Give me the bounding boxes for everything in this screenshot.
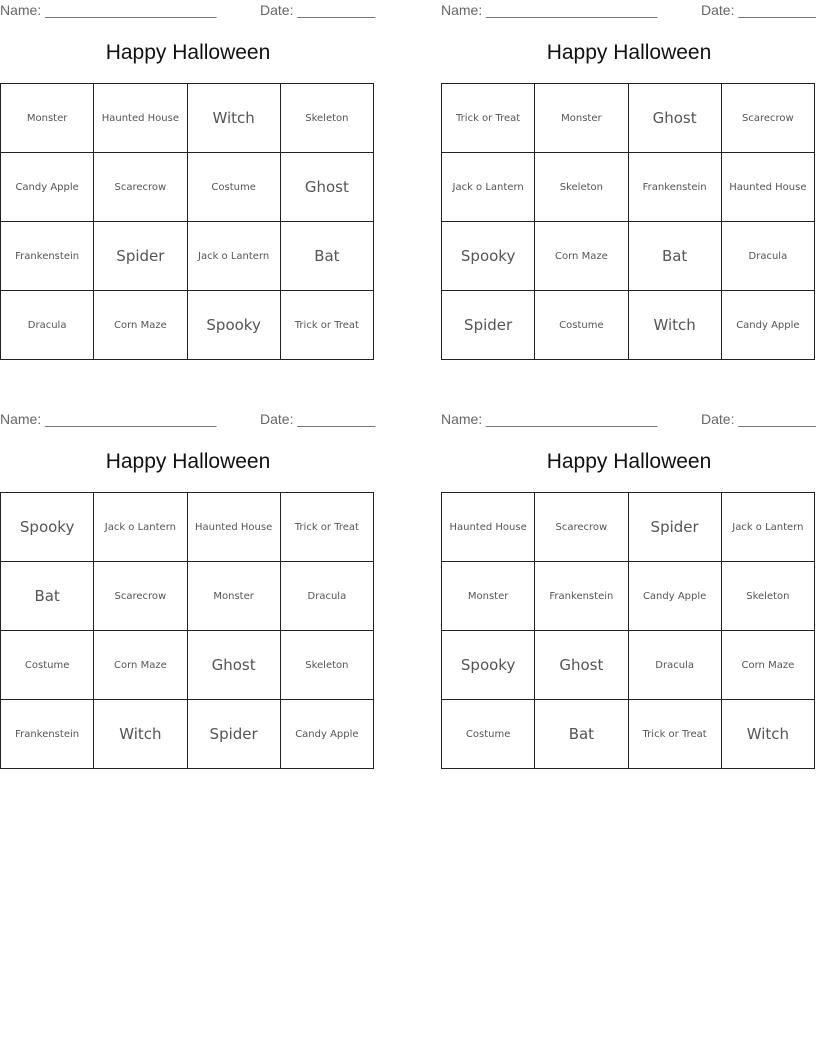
name-line: Name: ______________________ — [441, 411, 658, 427]
bingo-cell: Bat — [280, 222, 373, 291]
bingo-cell: Frankenstein — [628, 153, 721, 222]
bingo-cell: Costume — [1, 631, 94, 700]
bingo-cell: Ghost — [280, 153, 373, 222]
grid-row — [442, 493, 815, 562]
bingo-cell: Spider — [442, 291, 535, 360]
bingo-cell: Monster — [1, 84, 94, 153]
card-title: Happy Halloween — [546, 450, 712, 473]
bingo-grid — [0, 492, 374, 769]
card-title: Happy Halloween — [105, 450, 271, 473]
bingo-cell: Haunted House — [442, 493, 535, 562]
grid-row — [442, 84, 815, 153]
bingo-cell: Corn Maze — [721, 631, 814, 700]
bingo-cell: Witch — [628, 291, 721, 360]
grid-row — [442, 222, 815, 291]
bingo-cell: Monster — [442, 562, 535, 631]
grid-row — [442, 153, 815, 222]
grid-row — [442, 700, 815, 769]
bingo-cell: Spider — [94, 222, 187, 291]
bingo-cell: Candy Apple — [628, 562, 721, 631]
bingo-cell: Jack o Lantern — [721, 493, 814, 562]
grid-row — [1, 153, 374, 222]
grid-row — [442, 631, 815, 700]
bingo-cell: Frankenstein — [1, 222, 94, 291]
bingo-cell: Scarecrow — [535, 493, 628, 562]
bingo-cell: Spooky — [442, 222, 535, 291]
bingo-cell: Scarecrow — [94, 153, 187, 222]
bingo-cell: Candy Apple — [280, 700, 373, 769]
bingo-cell: Jack o Lantern — [187, 222, 280, 291]
bingo-cell: Skeleton — [280, 84, 373, 153]
bingo-cell: Dracula — [280, 562, 373, 631]
name-line: Name: ______________________ — [0, 2, 217, 18]
bingo-cell: Ghost — [535, 631, 628, 700]
bingo-cell: Spooky — [1, 493, 94, 562]
bingo-cell: Witch — [187, 84, 280, 153]
grid-row — [1, 493, 374, 562]
bingo-cell: Candy Apple — [721, 291, 814, 360]
bingo-cell: Skeleton — [535, 153, 628, 222]
name-line: Name: ______________________ — [441, 2, 658, 18]
bingo-cell: Costume — [442, 700, 535, 769]
bingo-cell: Dracula — [1, 291, 94, 360]
bingo-cell: Haunted House — [187, 493, 280, 562]
card-title: Happy Halloween — [546, 41, 712, 64]
bingo-cell: Bat — [1, 562, 94, 631]
grid-row — [1, 291, 374, 360]
bingo-cell: Haunted House — [94, 84, 187, 153]
bingo-card-4 — [441, 409, 816, 779]
bingo-card-3 — [0, 409, 376, 779]
bingo-cell: Bat — [628, 222, 721, 291]
bingo-cell: Witch — [94, 700, 187, 769]
grid-row — [1, 562, 374, 631]
date-line: Date: __________ — [701, 411, 816, 427]
card-title: Happy Halloween — [105, 41, 271, 64]
bingo-cell: Corn Maze — [94, 631, 187, 700]
bingo-cell: Ghost — [187, 631, 280, 700]
grid-row — [1, 222, 374, 291]
card-header — [0, 411, 376, 429]
bingo-cell: Costume — [187, 153, 280, 222]
date-line: Date: __________ — [260, 411, 376, 427]
bingo-cell: Skeleton — [721, 562, 814, 631]
bingo-cell: Scarecrow — [721, 84, 814, 153]
bingo-cell: Haunted House — [721, 153, 814, 222]
grid-row — [1, 631, 374, 700]
grid-row — [1, 700, 374, 769]
bingo-cell: Corn Maze — [94, 291, 187, 360]
bingo-card-1 — [0, 0, 376, 370]
bingo-cell: Trick or Treat — [280, 493, 373, 562]
grid-row — [442, 562, 815, 631]
bingo-cell: Spider — [187, 700, 280, 769]
card-header — [441, 411, 816, 429]
card-header — [441, 2, 816, 20]
bingo-cell: Dracula — [628, 631, 721, 700]
date-line: Date: __________ — [260, 2, 376, 18]
grid-row — [1, 84, 374, 153]
bingo-cell: Corn Maze — [535, 222, 628, 291]
bingo-cell: Skeleton — [280, 631, 373, 700]
bingo-cell: Frankenstein — [535, 562, 628, 631]
bingo-cell: Monster — [187, 562, 280, 631]
bingo-cell: Monster — [535, 84, 628, 153]
bingo-cell: Spider — [628, 493, 721, 562]
bingo-cell: Jack o Lantern — [94, 493, 187, 562]
bingo-grid — [441, 492, 815, 769]
bingo-cell: Candy Apple — [1, 153, 94, 222]
bingo-grid — [0, 83, 374, 360]
bingo-cell: Scarecrow — [94, 562, 187, 631]
card-header — [0, 2, 376, 20]
bingo-cell: Jack o Lantern — [442, 153, 535, 222]
bingo-cell: Costume — [535, 291, 628, 360]
bingo-card-2 — [441, 0, 816, 370]
grid-row — [442, 291, 815, 360]
bingo-cell: Bat — [535, 700, 628, 769]
bingo-grid — [441, 83, 815, 360]
bingo-cell: Trick or Treat — [628, 700, 721, 769]
bingo-cell: Spooky — [187, 291, 280, 360]
bingo-cell: Witch — [721, 700, 814, 769]
bingo-cell: Spooky — [442, 631, 535, 700]
bingo-cell: Ghost — [628, 84, 721, 153]
bingo-cell: Trick or Treat — [442, 84, 535, 153]
bingo-cell: Dracula — [721, 222, 814, 291]
name-line: Name: ______________________ — [0, 411, 217, 427]
date-line: Date: __________ — [701, 2, 816, 18]
bingo-cell: Trick or Treat — [280, 291, 373, 360]
bingo-cell: Frankenstein — [1, 700, 94, 769]
